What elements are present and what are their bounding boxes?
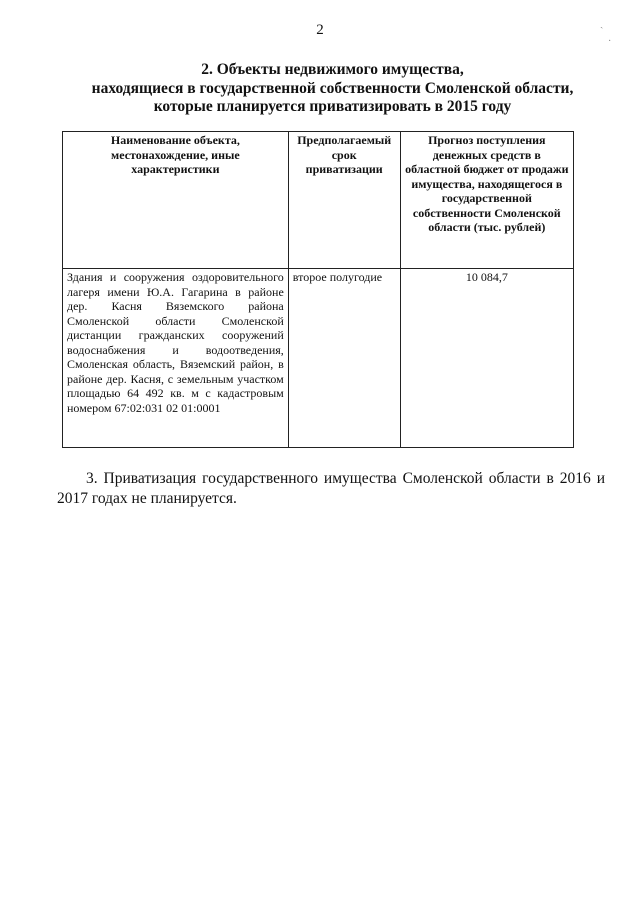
- section-title-line-2: находящиеся в государственной собственности Смоленской области,: [91, 79, 574, 97]
- scan-speck-mark: ˎ: [600, 18, 604, 29]
- header-revenue-forecast: Прогноз поступления денежных средств в областной бюджет от продажи имущества, находящегося в государственной собственности Смоленской области (тыс. рублей): [400, 132, 573, 269]
- revenue-forecast-cell: 10 084,7: [400, 269, 573, 448]
- header-object-name: Наименование объекта, местонахождение, иные характеристики: [63, 132, 289, 269]
- section-title-line-1: 2. Объекты недвижимого имущества,: [201, 61, 464, 78]
- object-name-cell: Здания и сооружения оздоровительного лагеря имени Ю.А. Гагарина в районе дер. Касня Вяземского района Смоленской области Смоленской дистанции гражданских сооружений водоснабжения и водоотведения, Смоленская область, Вяземский район, в районе дер. Касня, с земельным участком площадью 64 492 кв. м с кадастровым номером 67:02:031 02 01:0001: [63, 269, 289, 448]
- page-number: 2: [316, 22, 324, 38]
- privatization-term-cell: второе полугодие: [288, 269, 400, 448]
- section-title-line-3: которые планируется приватизировать в 2015 году: [153, 98, 512, 115]
- scan-speck-mark: ·: [608, 36, 612, 47]
- header-privatization-term: Предполагаемый срок приватизации: [288, 132, 400, 269]
- section-title: [40, 61, 625, 117]
- privatization-objects-table: [62, 131, 574, 448]
- table-row: [63, 269, 574, 448]
- paragraph-3: 3. Приватизация государственного имущества Смоленской области в 2016 и 2017 годах не планируется.: [57, 470, 605, 507]
- table-header-row: [63, 132, 574, 269]
